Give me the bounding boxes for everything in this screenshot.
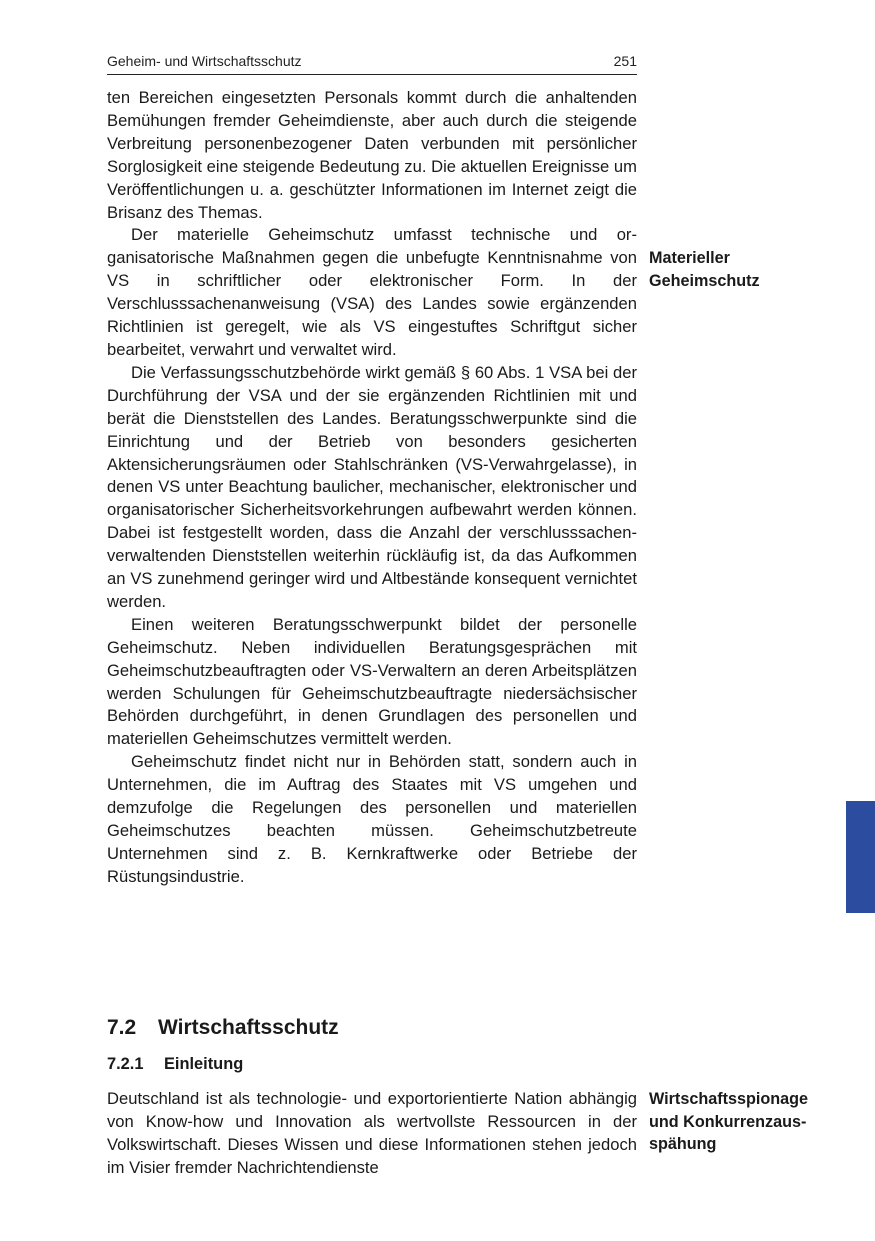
subsection-heading [107, 1053, 243, 1075]
body-text-top [107, 87, 637, 889]
paragraph-5: Geheimschutz findet nicht nur in Behörden statt, sondern auch in Unternehmen, die im Auftrag des Staates mit VS umgehen und demzufolge die Regelungen des personellen und materiellen Geheimschutzes beachten müssen. Geheimschutzbetreute Unternehmen sind z. B. Kernkraftwerke oder Betriebe der Rüstungsindustrie. [107, 752, 637, 886]
section-number: 7.2 [107, 1016, 137, 1039]
paragraph-2: Der materielle Geheimschutz umfasst technische und organisatorische Maßnahmen gegen die unbefugte Kenntnisnahme von VS in schriftlicher oder elektronischer Form. In der Verschlusssachenanweisung (VSA) des Landes sowie ergänzenden Richtlinien ist geregelt, wie als VS eingestuftes Schriftgut sicher bearbeitet, verwahrt und verwaltet wird. [107, 225, 637, 359]
running-title: Geheim- und Wirtschaftsschutz [107, 53, 302, 69]
subsection-title: Einleitung [164, 1055, 244, 1073]
section-title: Wirtschaftsschutz [158, 1016, 339, 1039]
margin-note-line: Geheimschutz [649, 271, 760, 290]
margin-note-line: spähung [649, 1135, 717, 1153]
body-text-bottom [107, 1088, 637, 1180]
paragraph-1: ten Bereichen eingesetzten Personals kommt durch die anhaltenden Bemühungen fremder Geheimdienste, aber auch durch die steigende Verbreitung personenbezogener Daten verbunden mit persönlicher Sorglosigkeit eine steigende Bedeutung zu. Die aktuellen Ereignisse um Veröffentlichungen u. a. geschützter Informationen im Internet zeigt die Brisanz des Themas. [107, 88, 637, 222]
subsection-number: 7.2.1 [107, 1055, 144, 1073]
running-header [107, 52, 637, 75]
margin-note-line: und Konkurrenzaus- [649, 1112, 807, 1131]
paragraph-3: Die Verfassungsschutzbehörde wirkt gemäß § 60 Abs. 1 VSA bei der Durchführung der VSA und der sie ergänzenden Richtlinien mit und berät die Dienststellen des Landes. Beratungsschwerpunkte sind die Einrichtung und der Betrieb von besonders gesicherten Aktensicherungsräumen oder Stahlschränken (VS-Verwahrgelasse), in denen VS unter Beachtung baulicher, mechanischer, elektronischer und organisatorischer Sicherheitsvorkehrungen aufbewahrt werden können. Dabei ist festgestellt worden, dass die Anzahl der verschlusssachenverwaltenden Dienststellen weiterhin rückläufig ist, da das Aufkommen an VS zunehmend geringer wird und Altbestände konsequent vernichtet werden. [107, 362, 637, 611]
paragraph-4: Einen weiteren Beratungsschwerpunkt bildet der personelle Geheimschutz. Neben individuellen Beratungsgesprächen mit Geheimschutzbeauftragten oder VS-Verwaltern an deren Arbeitsplätzen werden Schulungen für Geheimschutzbeauftragte niedersächsischer Behörden durchgeführt, in denen Grundlagen des personellen und materiellen Geheimschutzes vermittelt werden. [107, 614, 637, 749]
margin-note-line: Materieller [649, 249, 730, 267]
page-number: 251 [613, 53, 637, 69]
margin-note-line: Wirtschaftsspionage [649, 1090, 809, 1108]
margin-note-wirtschaftsspionage [649, 1088, 839, 1156]
section-heading [107, 1014, 339, 1042]
chapter-tab [846, 801, 875, 913]
paragraph-6: Deutschland ist als technologie- und exportorientierte Nation abhängig von Know-how und Innovation als wertvollste Ressourcen in der Volkswirtschaft. Dieses Wissen und diese Informationen stehen jedoch im Visier fremder Nachrichtendienste [107, 1089, 637, 1177]
margin-note-materieller-geheimschutz [649, 247, 839, 292]
